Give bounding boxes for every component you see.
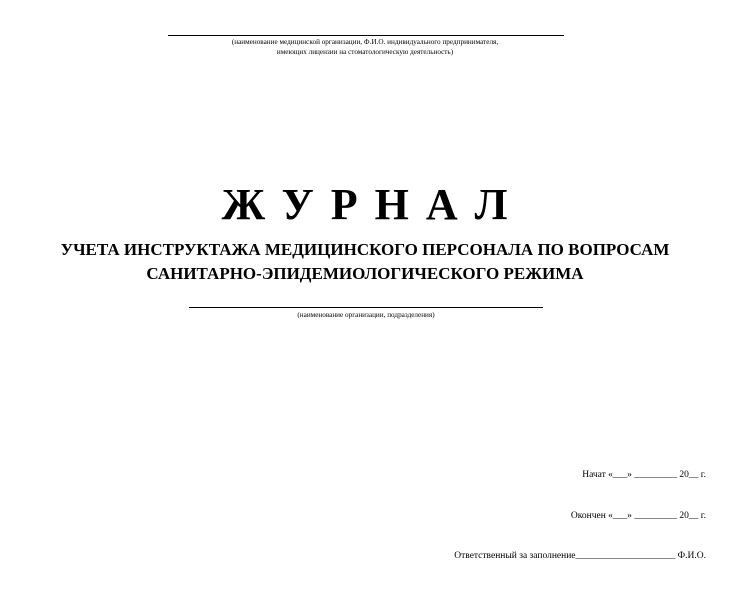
org-name-caption-line2: имеющих лицензии на стоматологическую деятельность)	[276, 47, 454, 56]
journal-dates-block	[454, 442, 706, 591]
started-date-line: Начат «___» _________ 20__ г.	[582, 470, 706, 480]
department-name-caption: (наименование организации, подразделения)	[297, 311, 435, 319]
org-name-line	[168, 35, 564, 36]
department-name-line	[189, 307, 543, 308]
journal-subtitle-line1: УЧЕТА ИНСТРУКТАЖА МЕДИЦИНСКОГО ПЕРСОНАЛА ПО ВОПРОСАМ	[60, 240, 670, 259]
journal-title: ЖУРНАЛ	[221, 180, 525, 229]
journal-subtitle-line2: САНИТАРНО-ЭПИДЕМИОЛОГИЧЕСКОГО РЕЖИМА	[146, 264, 584, 283]
responsible-person-line: Ответственный за заполнение_____________________ Ф.И.О.	[454, 551, 706, 561]
org-name-caption-line1: (наименование медицинской организации, Ф.И.О. индивидуального предпринимателя,	[231, 38, 499, 46]
finished-date-line: Окончен «___» _________ 20__ г.	[570, 510, 706, 521]
org-name-caption	[120, 38, 610, 57]
journal-subtitle	[0, 238, 730, 286]
